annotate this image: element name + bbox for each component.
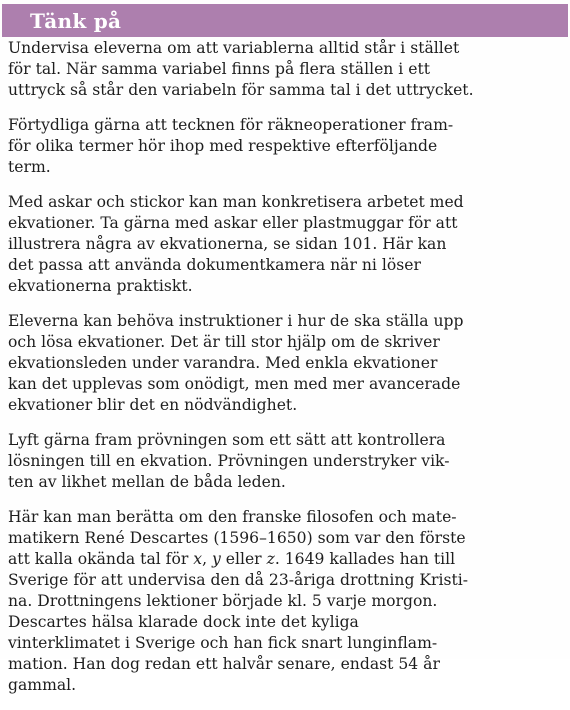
separator-comma: , xyxy=(202,550,212,568)
paragraph-solving-equations: Eleverna kan behöva instruktioner i hur de ska ställa upp och lösa ekvationer. Det är till stor hjälp om de skriver ekvationsleden under varandra. Med enkla ekvationer kan det upplevas som onödigt, men med mer avancerade ekvationer blir det en nödvändighet. xyxy=(8,312,464,414)
paragraph-descartes xyxy=(8,507,564,696)
box-content xyxy=(8,38,564,710)
paragraph-variables: Undervisa eleverna om att variablerna alltid står i stället för tal. När samma variabel finns på flera ställen i ett uttryck så står den variabeln för samma tal i det uttrycket. xyxy=(8,39,474,99)
box-title: Tänk på xyxy=(30,9,122,33)
box-header xyxy=(2,4,568,37)
variable-x: x xyxy=(193,550,203,568)
paragraph-operation-signs: Förtydliga gärna att tecknen för räkneoperationer fram- för olika termer hör ihop med respektive efterföljande term. xyxy=(8,116,454,176)
separator-eller: eller xyxy=(220,550,267,568)
paragraph-checking-solution: Lyft gärna fram prövningen som ett sätt att kontrollera lösningen till en ekvation. Prövningen understryker vik- ten av likhet mellan de båda leden. xyxy=(8,431,450,491)
variable-z: z xyxy=(266,550,275,568)
variable-y: y xyxy=(211,550,221,568)
descartes-rest: Sverige för att undervisa den då 23-åriga drottning Kristi- na. Drottningens lektioner började kl. 5 varje morgon. Descartes hälsa klarade dock inte det kyliga vinterklimatet i Sverige och han fick snart lunginflam- mation. Han dog redan ett halvår senare, endast 54 år gammal. xyxy=(8,571,469,694)
descartes-line-1: Här kan man berätta om den franske filosofen och mate- xyxy=(8,508,457,526)
paragraph-boxes-and-sticks: Med askar och stickor kan man konkretisera arbetet med ekvationer. Ta gärna med askar eller plastmuggar för att illustrera några av ekvationerna, se sidan 101. Här kan det passa att använda dokumentkamera när ni löser ekvationerna praktiskt. xyxy=(8,193,464,295)
descartes-line-3-end: . 1649 kallades han till xyxy=(274,550,456,568)
descartes-line-2: matikern René Descartes (1596–1650) som var den förste xyxy=(8,529,466,547)
descartes-line-3-start: att kalla okända tal för xyxy=(8,550,194,568)
